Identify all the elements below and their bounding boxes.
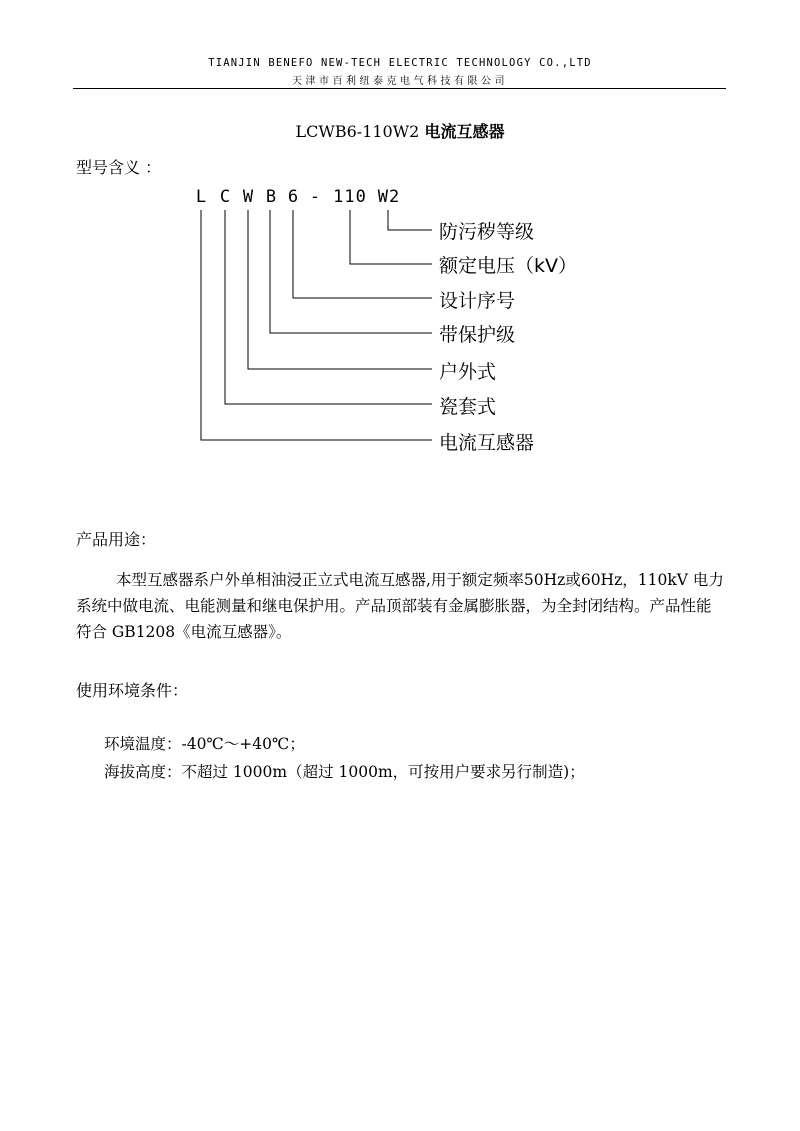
leader-line-110 xyxy=(350,210,432,264)
ambient-temperature: 环境温度：-40℃～+40℃； xyxy=(104,735,305,753)
usage-text: 本型互感器系户外单相油浸正立式电流互感器,用于额定频率50Hz或60Hz，110kV 电力系统中做电流、电能测量和继电保护用。产品顶部装有金属膨胀器，为全封闭结构。产品性能符合 GB1208《电流互感器》。 xyxy=(76,571,724,641)
altitude-condition: 海拔高度：不超过 1000m（超过 1000m，可按用户要求另行制造)； xyxy=(104,763,585,781)
code-char-dash: - xyxy=(309,187,321,207)
leader-line-6 xyxy=(293,210,432,298)
code-char-6: 6 xyxy=(287,187,299,207)
leader-line-w xyxy=(248,210,432,369)
company-name-chinese: 天津市百利纽泰克电气科技有限公司 xyxy=(292,76,508,87)
desc-pollution-level: 防污秽等级 xyxy=(439,221,535,243)
code-char-c: C xyxy=(219,187,231,207)
desc-porcelain-type: 瓷套式 xyxy=(439,396,497,418)
usage-heading: 产品用途： xyxy=(76,530,157,549)
code-char-w2: W2 xyxy=(377,187,401,207)
desc-rated-voltage: 额定电压（kV） xyxy=(439,255,578,277)
code-char-110: 110 xyxy=(333,187,367,207)
leader-line-l xyxy=(201,210,432,440)
title-product-name: 电流互感器 xyxy=(424,122,505,141)
code-char-l: L xyxy=(195,187,207,207)
environment-heading: 使用环境条件： xyxy=(76,681,189,700)
code-char-b: B xyxy=(265,187,277,207)
code-char-w: W xyxy=(242,187,254,207)
leader-line-c xyxy=(225,210,432,404)
desc-outdoor-type: 户外式 xyxy=(439,361,497,383)
desc-protection-class: 带保护级 xyxy=(439,324,516,346)
title-model: LCWB6-110W2 xyxy=(295,122,420,141)
company-name-english: TIANJIN BENEFO NEW-TECH ELECTRIC TECHNOLOGY CO.,LTD xyxy=(208,57,592,69)
leader-line-b xyxy=(270,210,432,333)
leader-line-w2 xyxy=(388,210,432,230)
model-meaning-label: 型号含义 ： xyxy=(76,158,162,177)
desc-design-serial: 设计序号 xyxy=(439,290,516,312)
usage-paragraph xyxy=(76,567,726,645)
desc-current-transformer: 电流互感器 xyxy=(439,432,535,454)
